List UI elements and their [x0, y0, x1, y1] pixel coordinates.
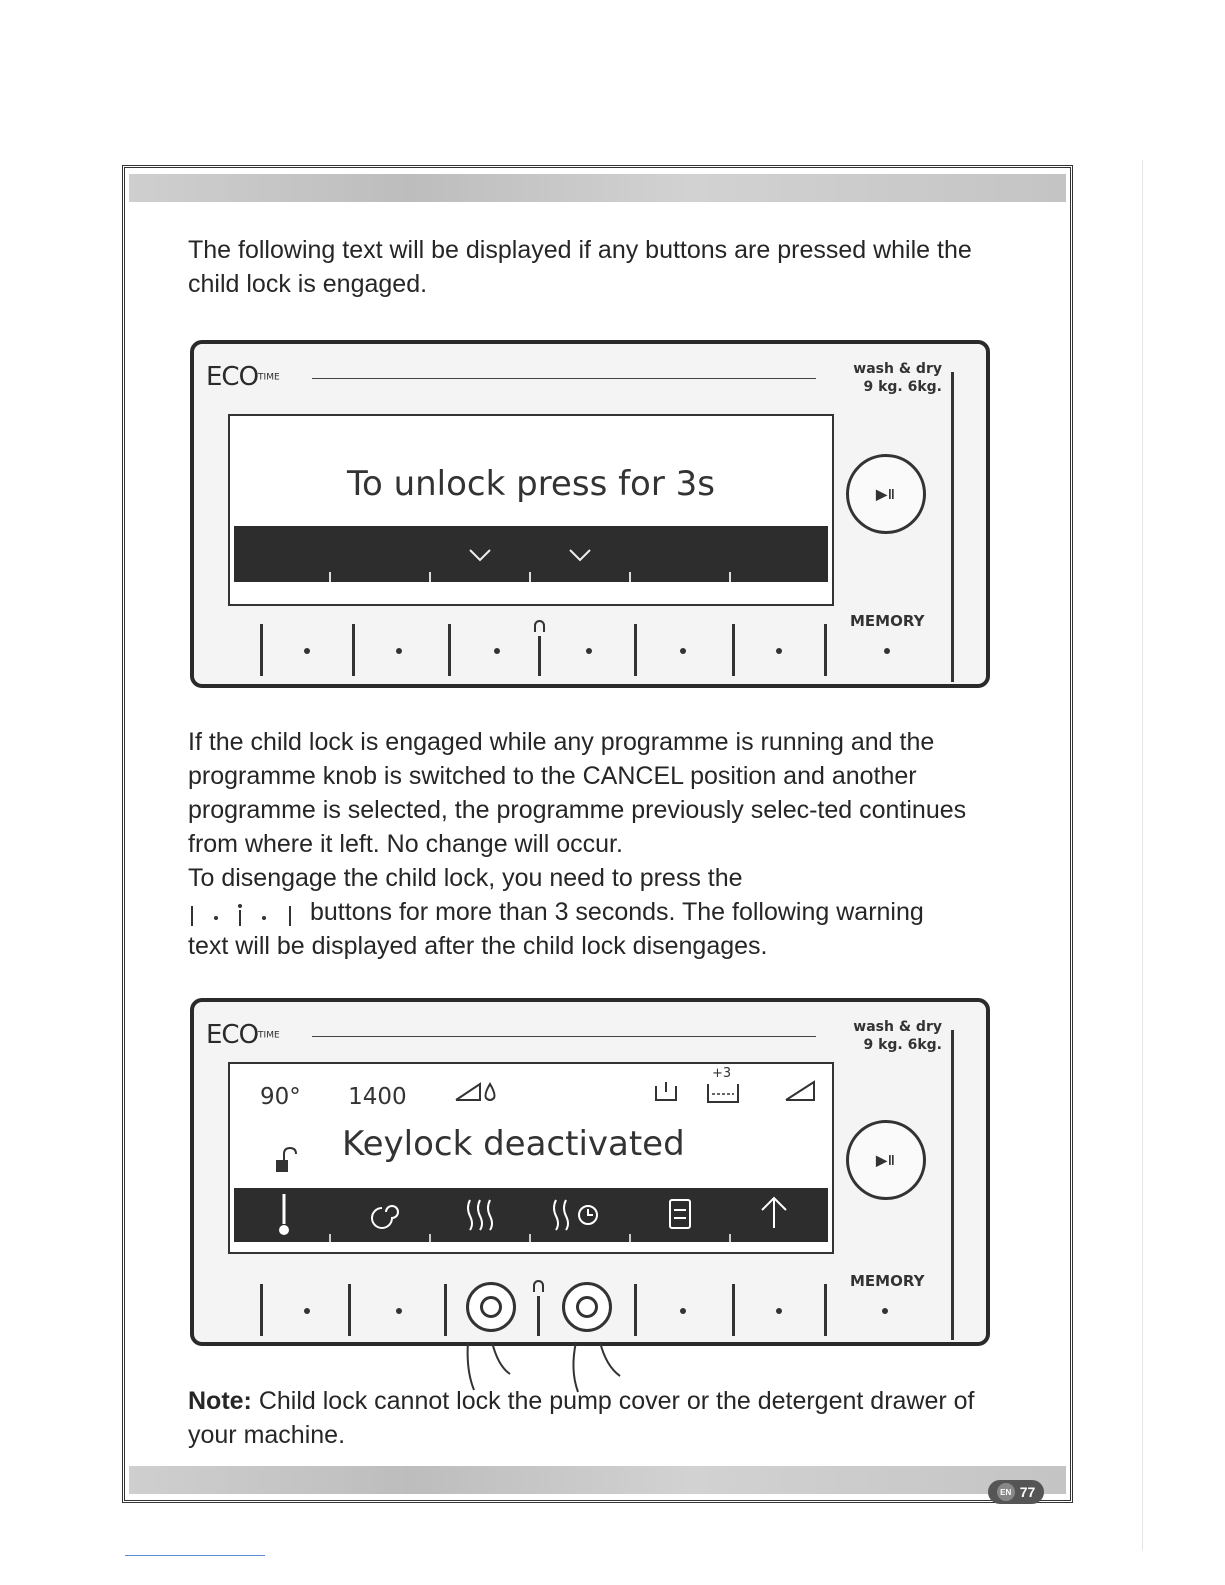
- lock-indicator: [537, 1296, 540, 1336]
- header-rule: [312, 378, 816, 379]
- button-4[interactable]: [586, 648, 592, 654]
- chevron-down-icon: [570, 550, 590, 560]
- lock-buttons-inline-icon: [188, 904, 298, 926]
- lcd-message: To unlock press for 3s: [346, 464, 715, 504]
- button-divider: [824, 624, 827, 676]
- brand-suffix: TIME: [258, 372, 280, 383]
- timed-dry-icon: [554, 1200, 597, 1230]
- scan-edge: [1142, 160, 1143, 1550]
- status-row: [260, 1084, 407, 1110]
- capacity-spec: [853, 360, 942, 396]
- control-panel-unlocked: [190, 998, 990, 1346]
- lcd-screen: [228, 414, 834, 606]
- spin-value: 1400: [348, 1084, 407, 1110]
- spec-line2: 9 kg. 6kg.: [863, 1037, 942, 1053]
- temperature-value: 90°: [260, 1084, 301, 1110]
- start-pause-button[interactable]: [846, 1120, 926, 1200]
- padlock-icon: [534, 620, 545, 632]
- brand-suffix: TIME: [258, 1030, 280, 1041]
- play-pause-icon: ▶ǁ: [876, 485, 896, 502]
- button-divider: [260, 624, 263, 676]
- basin-icon: [654, 1078, 678, 1104]
- button-divider: [260, 1284, 263, 1336]
- eco-time-logo: [206, 362, 280, 392]
- capacity-spec: [853, 1018, 942, 1054]
- button-6[interactable]: [776, 1308, 782, 1314]
- rinse-drop-icon: [454, 1078, 496, 1104]
- button-1[interactable]: [304, 1308, 310, 1314]
- button-5[interactable]: [680, 648, 686, 654]
- pressed-button-right[interactable]: [562, 1282, 612, 1332]
- button-divider: [444, 1284, 447, 1336]
- memo-icon: [670, 1200, 690, 1228]
- header-rule: [312, 1036, 816, 1037]
- spec-line1: wash & dry: [853, 361, 942, 377]
- disengage-line-b: buttons for more than 3 seconds. The following warning: [310, 898, 924, 926]
- extra-rinse-icon: [706, 1080, 740, 1104]
- spin-icon: [372, 1206, 398, 1228]
- page-number-badge: [988, 1480, 1044, 1504]
- lcd-screen: [228, 1062, 834, 1254]
- button-divider: [448, 624, 451, 676]
- padlock-icon: [533, 1280, 544, 1292]
- disengage-line-c: text will be displayed after the child lock disengages.: [188, 932, 768, 960]
- memory-button[interactable]: [884, 648, 890, 654]
- memory-label: MEMORY: [850, 612, 925, 630]
- lcd-message: Keylock deactivated: [342, 1124, 685, 1164]
- up-arrow-icon: [762, 1198, 786, 1228]
- thermometer-icon: [279, 1194, 289, 1235]
- child-lock-paragraph: If the child lock is engaged while any programme is running and the programme knob is switched to the CANCEL position and another programme is selected, the programme previously selec-ted continues from where it left. No change will occur.: [188, 728, 967, 858]
- extra-rinse-count: +3: [712, 1066, 732, 1081]
- lcd-function-bar: [234, 1188, 828, 1242]
- note-text: Child lock cannot lock the pump cover or the detergent drawer of your machine.: [188, 1387, 975, 1449]
- footer-band: [129, 1466, 1066, 1494]
- memory-label: MEMORY: [850, 1272, 925, 1290]
- button-5[interactable]: [680, 1308, 686, 1314]
- header-band: [129, 174, 1066, 202]
- lcd-function-bar: [234, 526, 828, 582]
- language-badge: EN: [997, 1483, 1015, 1501]
- button-6[interactable]: [776, 648, 782, 654]
- button-row: [194, 1280, 986, 1340]
- spec-line1: wash & dry: [853, 1019, 942, 1035]
- footer-link-line: [125, 1555, 265, 1556]
- button-1[interactable]: [304, 648, 310, 654]
- page-number: 77: [1019, 1484, 1036, 1500]
- start-pause-button[interactable]: [846, 454, 926, 534]
- unlocked-padlock-icon: [274, 1146, 302, 1174]
- button-divider: [348, 1284, 351, 1336]
- chevron-down-icon: [470, 550, 490, 560]
- button-row: [194, 620, 986, 680]
- button-divider: [824, 1284, 827, 1336]
- button-2[interactable]: [396, 648, 402, 654]
- intro-paragraph: The following text will be displayed if any buttons are pressed while the child lock is engaged.: [188, 236, 972, 298]
- button-divider: [352, 624, 355, 676]
- note-paragraph: [188, 1384, 978, 1452]
- button-divider: [732, 624, 735, 676]
- button-3[interactable]: [494, 648, 500, 654]
- button-divider: [732, 1284, 735, 1336]
- disengage-line-a: To disengage the child lock, you need to press the: [188, 864, 743, 892]
- button-divider: [634, 1284, 637, 1336]
- eco-time-logo: [206, 1020, 280, 1050]
- brand-text: ECO: [206, 1020, 259, 1050]
- lock-indicator: [538, 636, 541, 676]
- pressed-button-left[interactable]: [466, 1282, 516, 1332]
- iron-icon: [784, 1078, 818, 1104]
- brand-text: ECO: [206, 362, 259, 392]
- note-label: Note:: [188, 1387, 252, 1415]
- dry-heat-icon: [468, 1200, 492, 1230]
- play-pause-icon: ▶ǁ: [876, 1151, 896, 1168]
- memory-button[interactable]: [882, 1308, 888, 1314]
- button-2[interactable]: [396, 1308, 402, 1314]
- control-panel-locked: [190, 340, 990, 688]
- button-divider: [634, 624, 637, 676]
- spec-line2: 9 kg. 6kg.: [863, 379, 942, 395]
